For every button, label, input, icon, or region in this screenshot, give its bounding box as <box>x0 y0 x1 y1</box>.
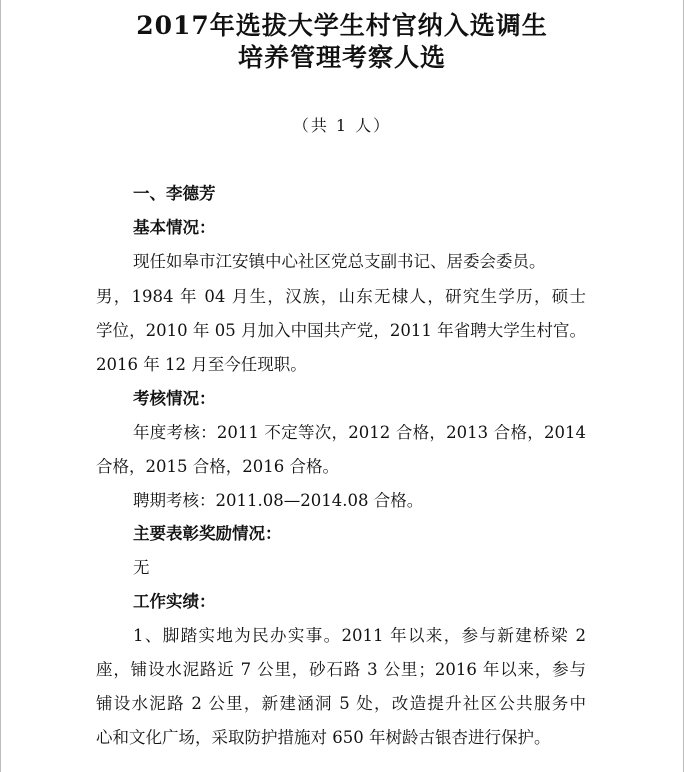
annual-assessment-line-1: 年度考核：2011 不定等次，2012 合格，2013 合格，2014 <box>133 423 586 442</box>
achievements-line-4: 心和文化广场，采取防护措施对 650 年树龄古银杏进行保护。 <box>96 728 551 747</box>
achievements-line-2: 座，铺设水泥路近 7 公里，砂石路 3 公里；2016 年以来，参与 <box>96 660 586 679</box>
person-heading: 一、李德芳 <box>133 184 216 203</box>
achievements-line-3: 铺设水泥路 2 公里，新建涵洞 5 处，改造提升社区公共服务中 <box>96 694 586 713</box>
basic-info-line-2: 男，1984 年 04 月生，汉族，山东无棣人，研究生学历，硕士 <box>96 287 586 306</box>
candidate-count-note: （共 1 人） <box>292 116 392 135</box>
awards-heading: 主要表彰奖励情况： <box>133 524 282 543</box>
awards-value: 无 <box>133 558 150 577</box>
basic-info-line-1: 现任如皋市江安镇中心社区党总支副书记、居委会委员。 <box>133 252 546 271</box>
assessment-heading: 考核情况： <box>133 389 216 408</box>
annual-assessment-line-2: 合格，2015 合格，2016 合格。 <box>96 457 339 476</box>
achievements-heading: 工作实绩： <box>133 592 216 611</box>
basic-info-heading: 基本情况： <box>133 218 216 237</box>
document-title-line-1: 2017年选拔大学生村官纳入选调生 <box>136 11 548 40</box>
document-title-line-2: 培养管理考察人选 <box>237 43 446 72</box>
term-assessment-line: 聘期考核：2011.08—2014.08 合格。 <box>133 491 424 510</box>
basic-info-line-4: 2016 年 12 月至今任现职。 <box>96 355 307 374</box>
achievements-line-1: 1、脚踏实地为民办实事。2011 年以来，参与新建桥梁 2 <box>133 626 586 645</box>
basic-info-line-3: 学位，2010 年 05 月加入中国共产党，2011 年省聘大学生村官。 <box>96 321 586 340</box>
